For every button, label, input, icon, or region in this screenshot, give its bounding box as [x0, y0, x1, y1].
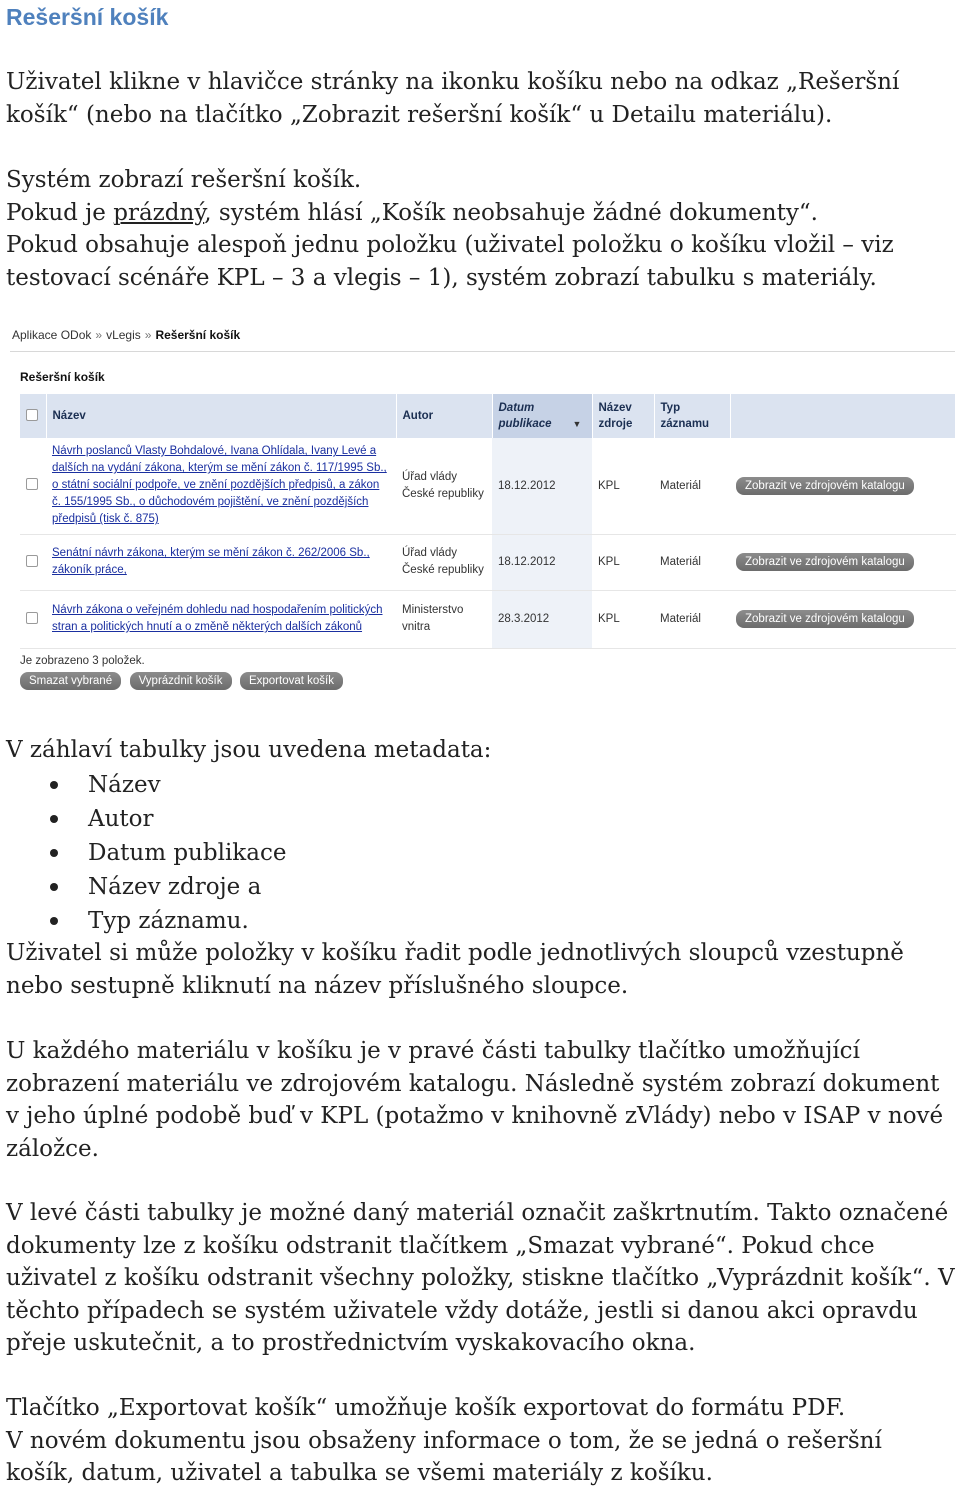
- table-row: [20, 438, 956, 534]
- status-line-1: Systém zobrazí rešeršní košík.: [6, 167, 362, 193]
- row-checkbox[interactable]: [26, 612, 38, 624]
- basket-screenshot: [10, 318, 955, 696]
- status-paragraph: [6, 164, 956, 294]
- bullet-icon: [50, 781, 58, 789]
- material-link[interactable]: Návrh zákona o veřejném dohledu nad hospodařením politických stran a politických hnutí a o změně některých dalších zákonů: [52, 604, 383, 633]
- view-in-catalog-button[interactable]: Zobrazit ve zdrojovém katalogu: [736, 477, 914, 495]
- status-line-3: Pokud obsahuje alespoň jednu položku (uživatel položku o košíku vložil – viz testovací scénáře KPL – 3 a vlegis – 1), systém zobrazí tabulku s materiály.: [6, 232, 894, 291]
- author-cell: Úřad vlády České republiky: [396, 438, 492, 534]
- column-header-source[interactable]: Název zdroje: [592, 394, 654, 438]
- empty-basket-button[interactable]: Vyprázdnit košík: [130, 672, 232, 690]
- list-item: Název: [6, 768, 286, 802]
- item-count: Je zobrazeno 3 položek.: [20, 655, 145, 667]
- row-checkbox[interactable]: [26, 478, 38, 490]
- material-link[interactable]: Senátní návrh zákona, kterým se mění zákon č. 262/2006 Sb., zákoník práce,: [52, 547, 370, 576]
- export-line-2: V novém dokumentu jsou obsaženy informace o tom, že se jedná o rešeršní košík, datum, uživatel a tabulka se všemi materiály z košíku.: [6, 1427, 882, 1486]
- view-in-catalog-button[interactable]: Zobrazit ve zdrojovém katalogu: [736, 553, 914, 571]
- source-cell: KPL: [592, 534, 654, 590]
- export-basket-button[interactable]: Exportovat košík: [240, 672, 343, 690]
- breadcrumb-item-vlegis[interactable]: vLegis: [106, 328, 141, 342]
- type-cell: Materiál: [654, 590, 730, 648]
- bullet-icon: [50, 883, 58, 891]
- status-line-2: Pokud je prázdný, systém hlásí „Košík neobsahuje žádné dokumenty“.: [6, 199, 818, 226]
- bullet-icon: [50, 917, 58, 925]
- material-link[interactable]: Návrh poslanců Vlasty Bohdalové, Ivana Ohlídala, Ivany Levé a dalších na vydání zákona, kterým se mění zákon č. 117/1995 Sb., o státní sociální podpoře, ve znění pozdějších předpisů, a zákon č. 155/1995 Sb., o důchodovém pojištění, ve znění pozdějších předpisů (tisk č. 875): [52, 445, 387, 526]
- breadcrumb-item-current: Rešeršní košík: [155, 328, 241, 342]
- source-cell: KPL: [592, 438, 654, 534]
- date-cell: 18.12.2012: [492, 534, 592, 590]
- breadcrumb-item-app[interactable]: Aplikace ODok: [12, 328, 92, 342]
- divider: [10, 351, 955, 352]
- table-row: [20, 590, 956, 648]
- list-item: Název zdroje a: [6, 870, 286, 904]
- bullet-icon: [50, 849, 58, 857]
- sorting-paragraph: Uživatel si může položky v košíku řadit podle jednotlivých sloupců vzestupně nebo sestupně kliknutí na název příslušného sloupce.: [6, 940, 904, 999]
- breadcrumb: Aplikace ODok » vLegis » Rešeršní košík: [12, 328, 241, 342]
- author-cell: Úřad vlády České republiky: [396, 534, 492, 590]
- bullet-icon: [50, 815, 58, 823]
- source-cell: KPL: [592, 590, 654, 648]
- type-cell: Materiál: [654, 534, 730, 590]
- metadata-intro: V záhlaví tabulky jsou uvedena metadata:: [6, 737, 492, 763]
- empty-word: prázdný: [113, 199, 205, 226]
- select-all-checkbox[interactable]: [26, 409, 38, 421]
- column-header-name[interactable]: Název: [46, 394, 396, 438]
- list-item: Typ záznamu.: [6, 904, 286, 938]
- type-cell: Materiál: [654, 438, 730, 534]
- basket-actions: [20, 671, 347, 690]
- delete-selected-button[interactable]: Smazat vybrané: [20, 672, 121, 690]
- column-header-author[interactable]: Autor: [396, 394, 492, 438]
- column-header-type[interactable]: Typ záznamu: [654, 394, 730, 438]
- view-in-catalog-button[interactable]: Zobrazit ve zdrojovém katalogu: [736, 610, 914, 628]
- export-paragraph: [6, 1392, 956, 1490]
- source-button-paragraph: U každého materiálu v košíku je v pravé části tabulky tlačítko umožňující zobrazení materiálu ve zdrojovém katalogu. Následně systém zobrazí dokument v jeho úplné podobě buď v KPL (potažmo v knihovně zVlády) nebo v ISAP v nové záložce.: [6, 1038, 944, 1162]
- date-cell: 18.12.2012: [492, 438, 592, 534]
- basket-title: Rešeršní košík: [20, 370, 105, 384]
- list-item: Datum publikace: [6, 836, 286, 870]
- date-cell: 28.3.2012: [492, 590, 592, 648]
- row-checkbox[interactable]: [26, 555, 38, 567]
- metadata-list: [6, 768, 286, 938]
- export-line-1: Tlačítko „Exportovat košík“ umožňuje košík exportovat do formátu PDF.: [6, 1395, 846, 1421]
- list-item: Autor: [6, 802, 286, 836]
- column-header-date[interactable]: Datum publikace ▼: [492, 394, 592, 438]
- author-cell: Ministerstvo vnitra: [396, 590, 492, 648]
- page-title: Rešeršní košík: [6, 4, 169, 30]
- sort-desc-icon: ▼: [572, 419, 582, 429]
- selection-paragraph: V levé části tabulky je možné daný materiál označit zaškrtnutím. Takto označené dokumenty lze z košíku odstranit tlačítkem „Smazat vybrané“. Pokud chce uživatel z košíku odstranit všechny položky, stiskne tlačítko „Vyprázdnit košík“. V těchto případech se systém uživatele vždy dotáže, jestli si danou akci opravdu přeje uskutečnit, a to prostřednictvím vyskakovacího okna.: [6, 1200, 955, 1356]
- intro-paragraph: Uživatel klikne v hlavičce stránky na ikonku košíku nebo na odkaz „Rešeršní košík“ (nebo na tlačítko „Zobrazit rešeršní košík“ u Detailu materiálu).: [6, 69, 900, 128]
- basket-table: [20, 394, 956, 649]
- table-row: [20, 534, 956, 590]
